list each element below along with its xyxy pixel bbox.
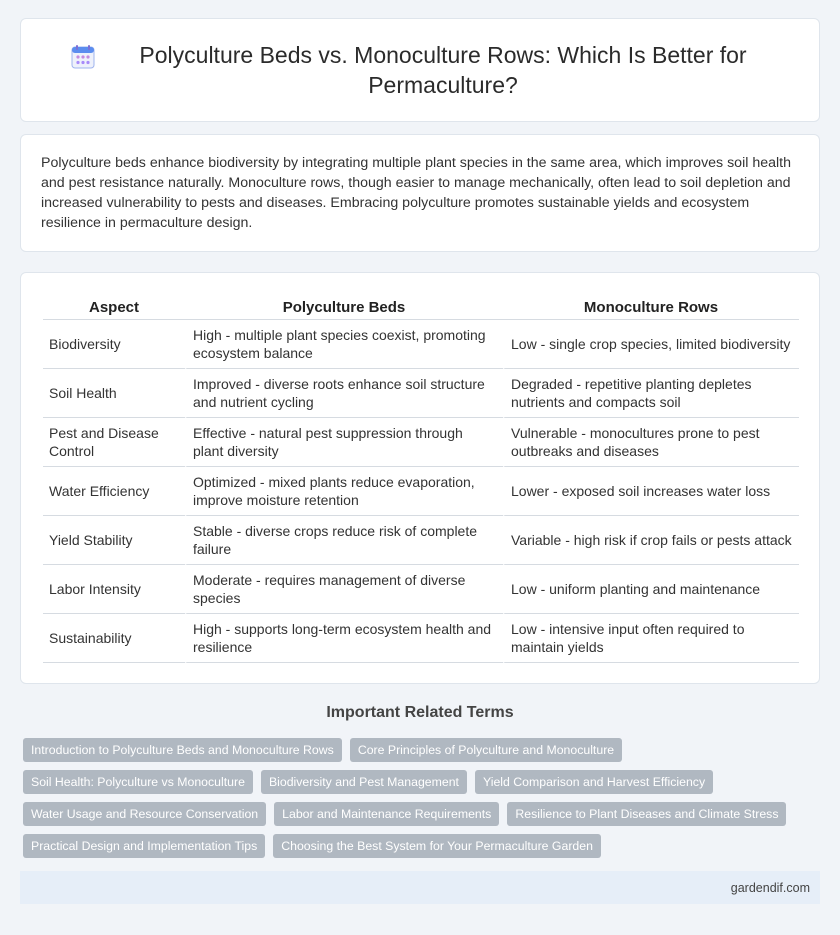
- footer: [20, 871, 820, 904]
- cell-aspect: Soil Health: [43, 369, 185, 418]
- cell-polyculture: Optimized - mixed plants reduce evaporation, improve moisture retention: [185, 467, 503, 516]
- related-tag[interactable]: Core Principles of Polyculture and Monoculture: [350, 738, 622, 762]
- cell-polyculture: Stable - diverse crops reduce risk of complete failure: [185, 516, 503, 565]
- table-row: [43, 418, 799, 467]
- calendar-icon: [70, 44, 96, 70]
- related-tag[interactable]: Yield Comparison and Harvest Efficiency: [475, 770, 713, 794]
- cell-polyculture: High - multiple plant species coexist, promoting ecosystem balance: [185, 320, 503, 369]
- cell-aspect: Biodiversity: [43, 320, 185, 369]
- cell-aspect: Labor Intensity: [43, 565, 185, 614]
- page-title: Polyculture Beds vs. Monoculture Rows: Which Is Better for Permaculture?: [139, 42, 747, 98]
- comparison-table: [43, 295, 799, 663]
- cell-monoculture: Degraded - repetitive planting depletes nutrients and compacts soil: [503, 369, 799, 418]
- cell-monoculture: Variable - high risk if crop fails or pests attack: [503, 516, 799, 565]
- related-tag[interactable]: Practical Design and Implementation Tips: [23, 834, 265, 858]
- related-tag[interactable]: Resilience to Plant Diseases and Climate Stress: [507, 802, 786, 826]
- table-row: [43, 320, 799, 369]
- cell-polyculture: High - supports long-term ecosystem health and resilience: [185, 614, 503, 663]
- header-polyculture: Polyculture Beds: [185, 295, 503, 320]
- cell-monoculture: Low - intensive input often required to maintain yields: [503, 614, 799, 663]
- header-aspect: Aspect: [43, 295, 185, 320]
- related-tag[interactable]: Water Usage and Resource Conservation: [23, 802, 266, 826]
- cell-aspect: Pest and Disease Control: [43, 418, 185, 467]
- cell-monoculture: Vulnerable - monocultures prone to pest outbreaks and diseases: [503, 418, 799, 467]
- cell-aspect: Sustainability: [43, 614, 185, 663]
- intro-paragraph: Polyculture beds enhance biodiversity by integrating multiple plant species in the same area, which improves soil health and pest resistance naturally. Monoculture rows, though easier to manage mechanically, often lead to soil depletion and increased vulnerability to pests and diseases. Embracing polyculture promotes sustainable yields and ecosystem resilience in permaculture design.: [41, 155, 791, 231]
- related-terms-section: [20, 700, 820, 866]
- header-monoculture: Monoculture Rows: [503, 295, 799, 320]
- title-card: [20, 18, 820, 122]
- table-row: [43, 614, 799, 663]
- table-header-row: [43, 295, 799, 320]
- related-tag[interactable]: Labor and Maintenance Requirements: [274, 802, 499, 826]
- cell-polyculture: Moderate - requires management of diverse species: [185, 565, 503, 614]
- cell-aspect: Water Efficiency: [43, 467, 185, 516]
- related-tags: [20, 738, 820, 866]
- related-terms-title: Important Related Terms: [326, 704, 514, 721]
- comparison-card: [20, 272, 820, 684]
- related-tag[interactable]: Choosing the Best System for Your Permaculture Garden: [273, 834, 601, 858]
- table-row: [43, 565, 799, 614]
- title-wrap: [70, 40, 770, 100]
- cell-polyculture: Effective - natural pest suppression through plant diversity: [185, 418, 503, 467]
- related-tag[interactable]: Biodiversity and Pest Management: [261, 770, 467, 794]
- intro-card: [20, 134, 820, 252]
- cell-monoculture: Low - single crop species, limited biodiversity: [503, 320, 799, 369]
- cell-monoculture: Low - uniform planting and maintenance: [503, 565, 799, 614]
- related-tag[interactable]: Introduction to Polyculture Beds and Monoculture Rows: [23, 738, 342, 762]
- footer-site[interactable]: gardendif.com: [730, 880, 810, 895]
- table-row: [43, 516, 799, 565]
- cell-polyculture: Improved - diverse roots enhance soil structure and nutrient cycling: [185, 369, 503, 418]
- cell-monoculture: Lower - exposed soil increases water loss: [503, 467, 799, 516]
- related-tag[interactable]: Soil Health: Polyculture vs Monoculture: [23, 770, 253, 794]
- table-row: [43, 369, 799, 418]
- table-row: [43, 467, 799, 516]
- cell-aspect: Yield Stability: [43, 516, 185, 565]
